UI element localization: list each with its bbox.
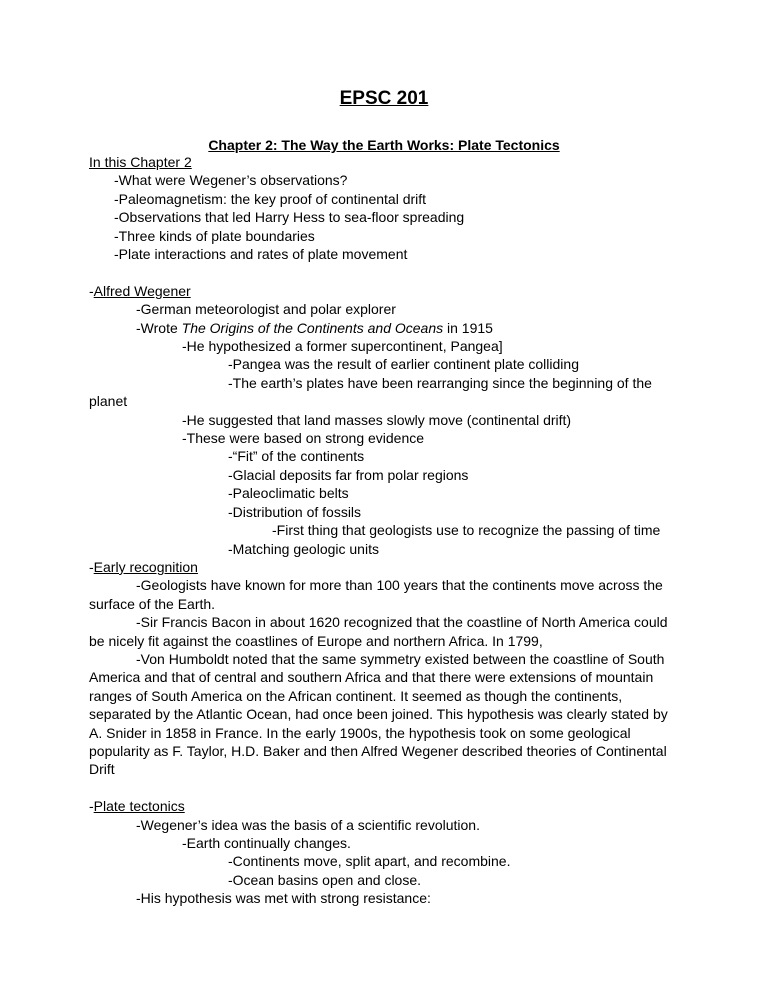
section-heading-wegener [89,282,684,300]
outline-line: -These were based on strong evidence [182,430,425,447]
outline-line: -The earth’s plates have been rearranging since the beginning of the [228,374,652,391]
book-suffix: in 1915 [443,319,493,336]
intro-item: -Plate interactions and rates of plate movement [114,246,408,263]
intro-heading: In this Chapter 2 [89,154,192,170]
outline-line: -Wegener’s idea was the basis of a scientific revolution. [136,816,480,833]
outline-line: -First thing that geologists use to recognize the passing of time [272,522,661,539]
outline-line: -His hypothesis was met with strong resistance: [136,890,431,907]
section-heading-text: Alfred Wegener [93,282,191,299]
paragraph: -Geologists have known for more than 100 years that the continents move across the surface of the Earth. [89,577,663,612]
outline-line: -Continents move, split apart, and recombine. [228,853,511,870]
outline-line-book [89,319,684,337]
outline-line: -He hypothesized a former supercontinent, Pangea] [182,338,503,355]
evidence-item: -Matching geologic units [228,540,379,557]
outline-line-wrap: planet [89,393,128,410]
outline-line: -Earth continually changes. [182,835,351,851]
intro-item: -Three kinds of plate boundaries [114,227,315,244]
intro-item: -What were Wegener’s observations? [114,172,348,189]
document-body [89,153,684,908]
spacer [89,779,684,797]
outline-line: -Ocean basins open and close. [228,871,422,888]
book-title: The Origins of the Continents and Oceans [181,319,444,336]
course-title: EPSC 201 [339,88,429,109]
heading-dash: - [89,282,94,299]
evidence-item: -Glacial deposits far from polar regions [228,466,469,483]
paragraph: -Sir Francis Bacon in about 1620 recognized that the coastline of North America could be nicely fit against the coastlines of Europe and northern Africa. In 1799, [89,614,668,649]
section-heading-plate [89,797,684,815]
intro-item: -Observations that led Harry Hess to sea-floor spreading [114,209,465,226]
spacer [89,263,684,281]
heading-dash: - [89,558,94,575]
evidence-item: -Paleoclimatic belts [228,485,349,502]
evidence-item: -Distribution of fossils [228,503,362,520]
section-heading-early [89,558,684,576]
section-heading-text: Early recognition [93,558,198,575]
outline-line: -He suggested that land masses slowly move (continental drift) [182,411,572,428]
outline-line: -Pangea was the result of earlier continent plate colliding [228,356,579,373]
outline-line: -German meteorologist and polar explorer [136,301,396,318]
intro-item: -Paleomagnetism: the key proof of continental drift [114,190,427,207]
heading-dash: - [89,798,94,815]
book-prefix: -Wrote [136,319,182,336]
evidence-item: -“Fit” of the continents [228,448,365,465]
paragraph: -Von Humboldt noted that the same symmetry existed between the coastline of South America and that of central and southern Africa and that there were extensions of mountain ranges of South America on the African continent. It seemed as though the continents, separated by the Atlantic Ocean, had once been joined. This hypothesis was clearly stated by A. Snider in 1858 in France. In the early 1900s, the hypothesis took on some geological popularity as F. Taylor, H.D. Baker and then Alfred Wegener described theories of Continental Drift [89,650,668,778]
section-heading-text: Plate tectonics [93,798,185,815]
chapter-heading: Chapter 2: The Way the Earth Works: Plate Tectonics [208,137,560,153]
